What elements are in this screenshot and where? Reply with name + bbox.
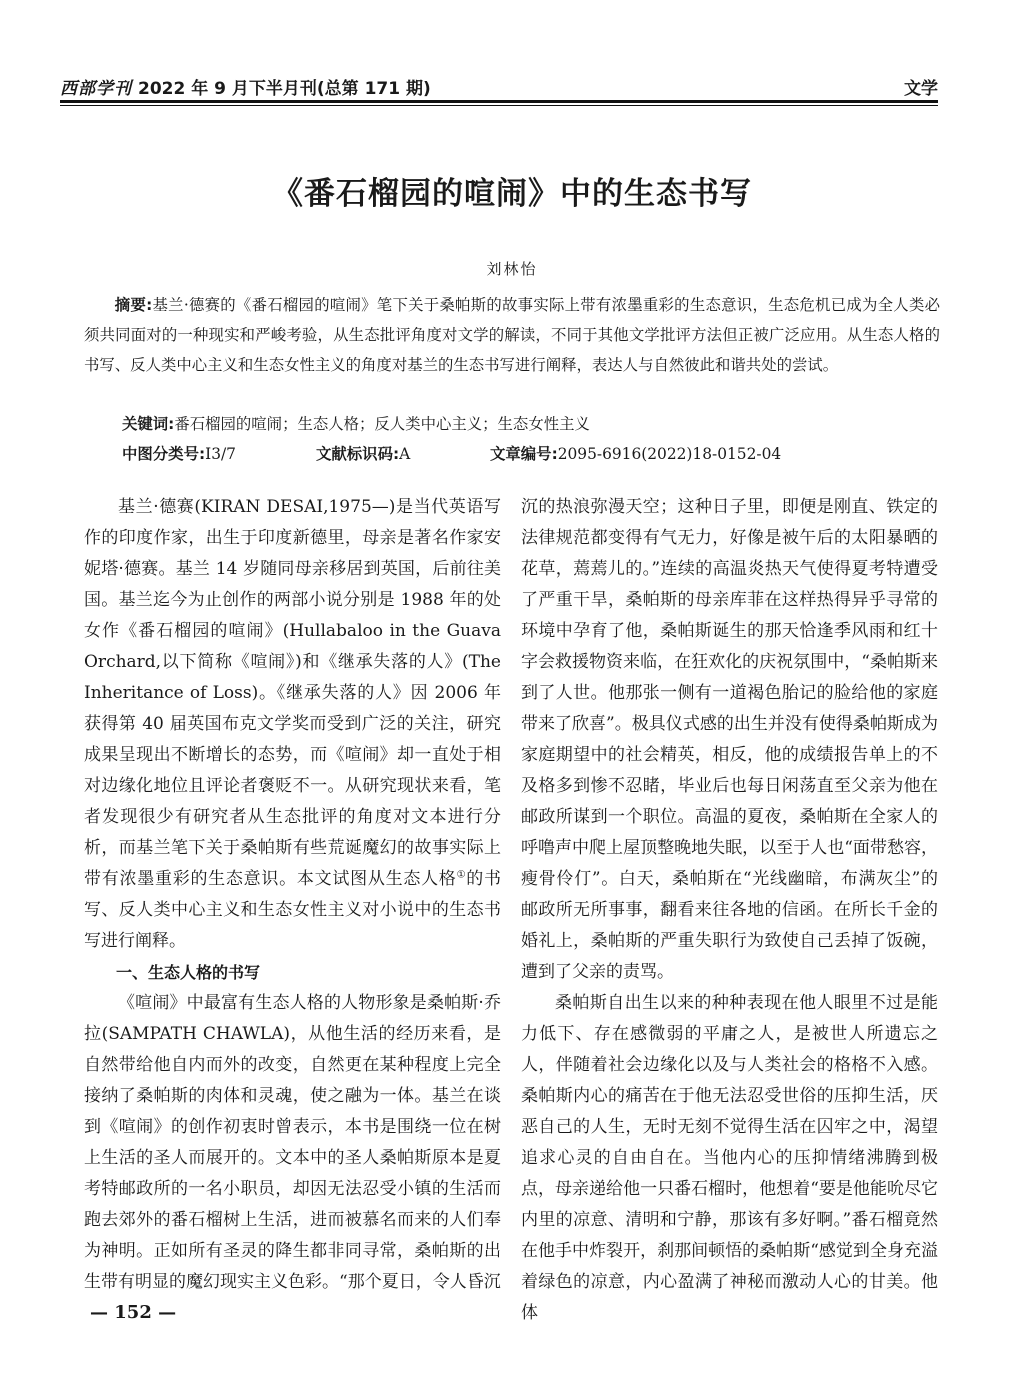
abstract-text: 基兰·德赛的《番石榴园的喧闹》笔下关于桑帕斯的故事实际上带有浓墨重彩的生态意识，生态危机已成为全人类必须共同面对的一种现实和严峻考验，从生态批评角度对文学的解读，不同于其他文学批评方法但正被广泛应用。从生态人格的书写、反人类中心主义和生态女性主义的角度对基兰的生态书写进行阐释，表达人与自然彼此和谐共处的尝试。: [84, 296, 940, 374]
header-left: [60, 74, 431, 99]
page-number: — 152 —: [90, 1302, 177, 1323]
section-name: 文学: [904, 79, 938, 99]
body-left-column: [84, 492, 501, 1298]
section-heading: 一、生态人格的书写: [116, 963, 261, 982]
article-number-label: 文章编号:: [490, 445, 558, 463]
clc-value: I3/7: [205, 445, 236, 463]
abstract-label: 摘要:: [114, 296, 153, 314]
intro-text: 基兰·德赛(KIRAN DESAI,1975—)是当代英语写作的印度作家，出生于印度新德里，母亲是著名作家安妮塔·德赛。基兰 14 岁随同母亲移居到英国，后前往美国。基兰迄今为止创作的两部小说分别是 1988 年的处女作《番石榴园的喧闹》(Hullabaloo in the Guava Orchard,以下简称《喧闹》)和《继承失落的人》(The Inheritance of Loss)。《继承失落的人》因 2006 年获得第 40 届英国布克文学奖而受到广泛的关注，研究成果呈现出不断增长的态势，而《喧闹》却一直处于相对边缘化地位且评论者褒贬不一。从研究现状来看，笔者发现很少有研究者从生态批评的角度对文本进行分析，而基兰笔下关于桑帕斯有些荒诞魔幻的故事实际上带有浓墨重彩的生态意识。本文试图从生态人格: [84, 497, 501, 889]
keywords-label: 关键词:: [122, 415, 175, 433]
body-right-column: [521, 492, 938, 1329]
keywords: [122, 409, 590, 439]
clc-label: 中图分类号:: [122, 445, 206, 463]
header-rule: [60, 100, 938, 106]
doc-code-value: A: [399, 445, 411, 463]
article-title: 《番石榴园的喧闹》中的生态书写: [272, 176, 752, 212]
body-paragraph: 桑帕斯自出生以来的种种表现在他人眼里不过是能力低下、存在感微弱的平庸之人，是被世人所遗忘之人，伴随着社会边缘化以及与人类社会的格格不入感。桑帕斯内心的痛苦在于他无法忍受世俗的压抑生活，厌恶自己的人生，无时无刻不觉得生活在囚牢之中，渴望追求心灵的自由自在。当他内心的压抑情绪沸腾到极点，母亲递给他一只番石榴时，他想着“要是他能吮尽它内里的凉意、清明和宁静，那该有多好啊。”番石榴竟然在他手中炸裂开，刹那间顿悟的桑帕斯“感觉到全身充溢着绿色的凉意，内心盈满了神秘而激动人心的甘美。他体: [521, 993, 938, 1323]
doc-code-field: [316, 439, 410, 469]
abstract: [84, 290, 940, 380]
journal-logo: 西部学刊: [60, 79, 132, 99]
body-paragraph-continued: 沉的热浪弥漫天空；这种日子里，即便是刚直、铁定的法律规范都变得有气无力，好像是被午后的太阳暴晒的花草，蔫蔫儿的。”连续的高温炎热天气使得夏考特遭受了严重干旱，桑帕斯的母亲库菲在这样热得异乎寻常的环境中孕育了他，桑帕斯诞生的那天恰逢季风雨和红十字会救援物资来临，在狂欢化的庆祝氛围中，“桑帕斯来到了人世。他那张一侧有一道褐色胎记的脸给他的家庭带来了欣喜”。极具仪式感的出生并没有使得桑帕斯成为家庭期望中的社会精英，相反，他的成绩报告单上的不及格多到惨不忍睹，毕业后也每日闲荡直至父亲为他在邮政所谋到一个职位。高温的夏夜，桑帕斯在全家人的呼噜声中爬上屋顶整晚地失眠，以至于人也“面带愁容，瘦骨伶仃”。白天，桑帕斯在“光线幽暗，布满灰尘”的邮政所无所事事，翻看来往各地的信函。在所长千金的婚礼上，桑帕斯的严重失职行为致使自己丢掉了饭碗，遭到了父亲的责骂。: [521, 497, 938, 982]
footnote-marker: ①: [456, 869, 467, 881]
body-paragraph: 《喧闹》中最富有生态人格的人物形象是桑帕斯·乔拉(SAMPATH CHAWLA)，从他生活的经历来看，是自然带给他自内而外的改变，自然更在某种程度上完全接纳了桑帕斯的肉体和灵魂，使之融为一体。基兰在谈到《喧闹》的创作初衷时曾表示，本书是围绕一位在树上生活的圣人而展开的。文本中的圣人桑帕斯原本是夏考特邮政所的一名小职员，却因无法忍受小镇的生活而跑去郊外的番石榴树上生活，进而被慕名而来的人们奉为神明。正如所有圣灵的降生都非同寻常，桑帕斯的出生带有明显的魔幻现实主义色彩。“那个夏日，令人昏沉: [84, 993, 501, 1292]
issue-info: 2022 年 9 月下半月刊(总第 171 期): [138, 79, 431, 99]
body-paragraph-intro: [84, 492, 501, 957]
running-header: [60, 72, 938, 99]
clc-field: [122, 439, 236, 469]
intro-text-end: 的书写、反人类中心主义和生态女性主义对小说中的生态书写进行阐释。: [84, 869, 502, 951]
doc-code-label: 文献标识码:: [316, 445, 400, 463]
article-number-field: [490, 439, 781, 469]
article-number-value: 2095-6916(2022)18-0152-04: [557, 445, 782, 463]
author-name: 刘林怡: [486, 260, 538, 278]
keywords-text: 番石榴园的喧闹；生态人格；反人类中心主义；生态女性主义: [174, 415, 590, 433]
